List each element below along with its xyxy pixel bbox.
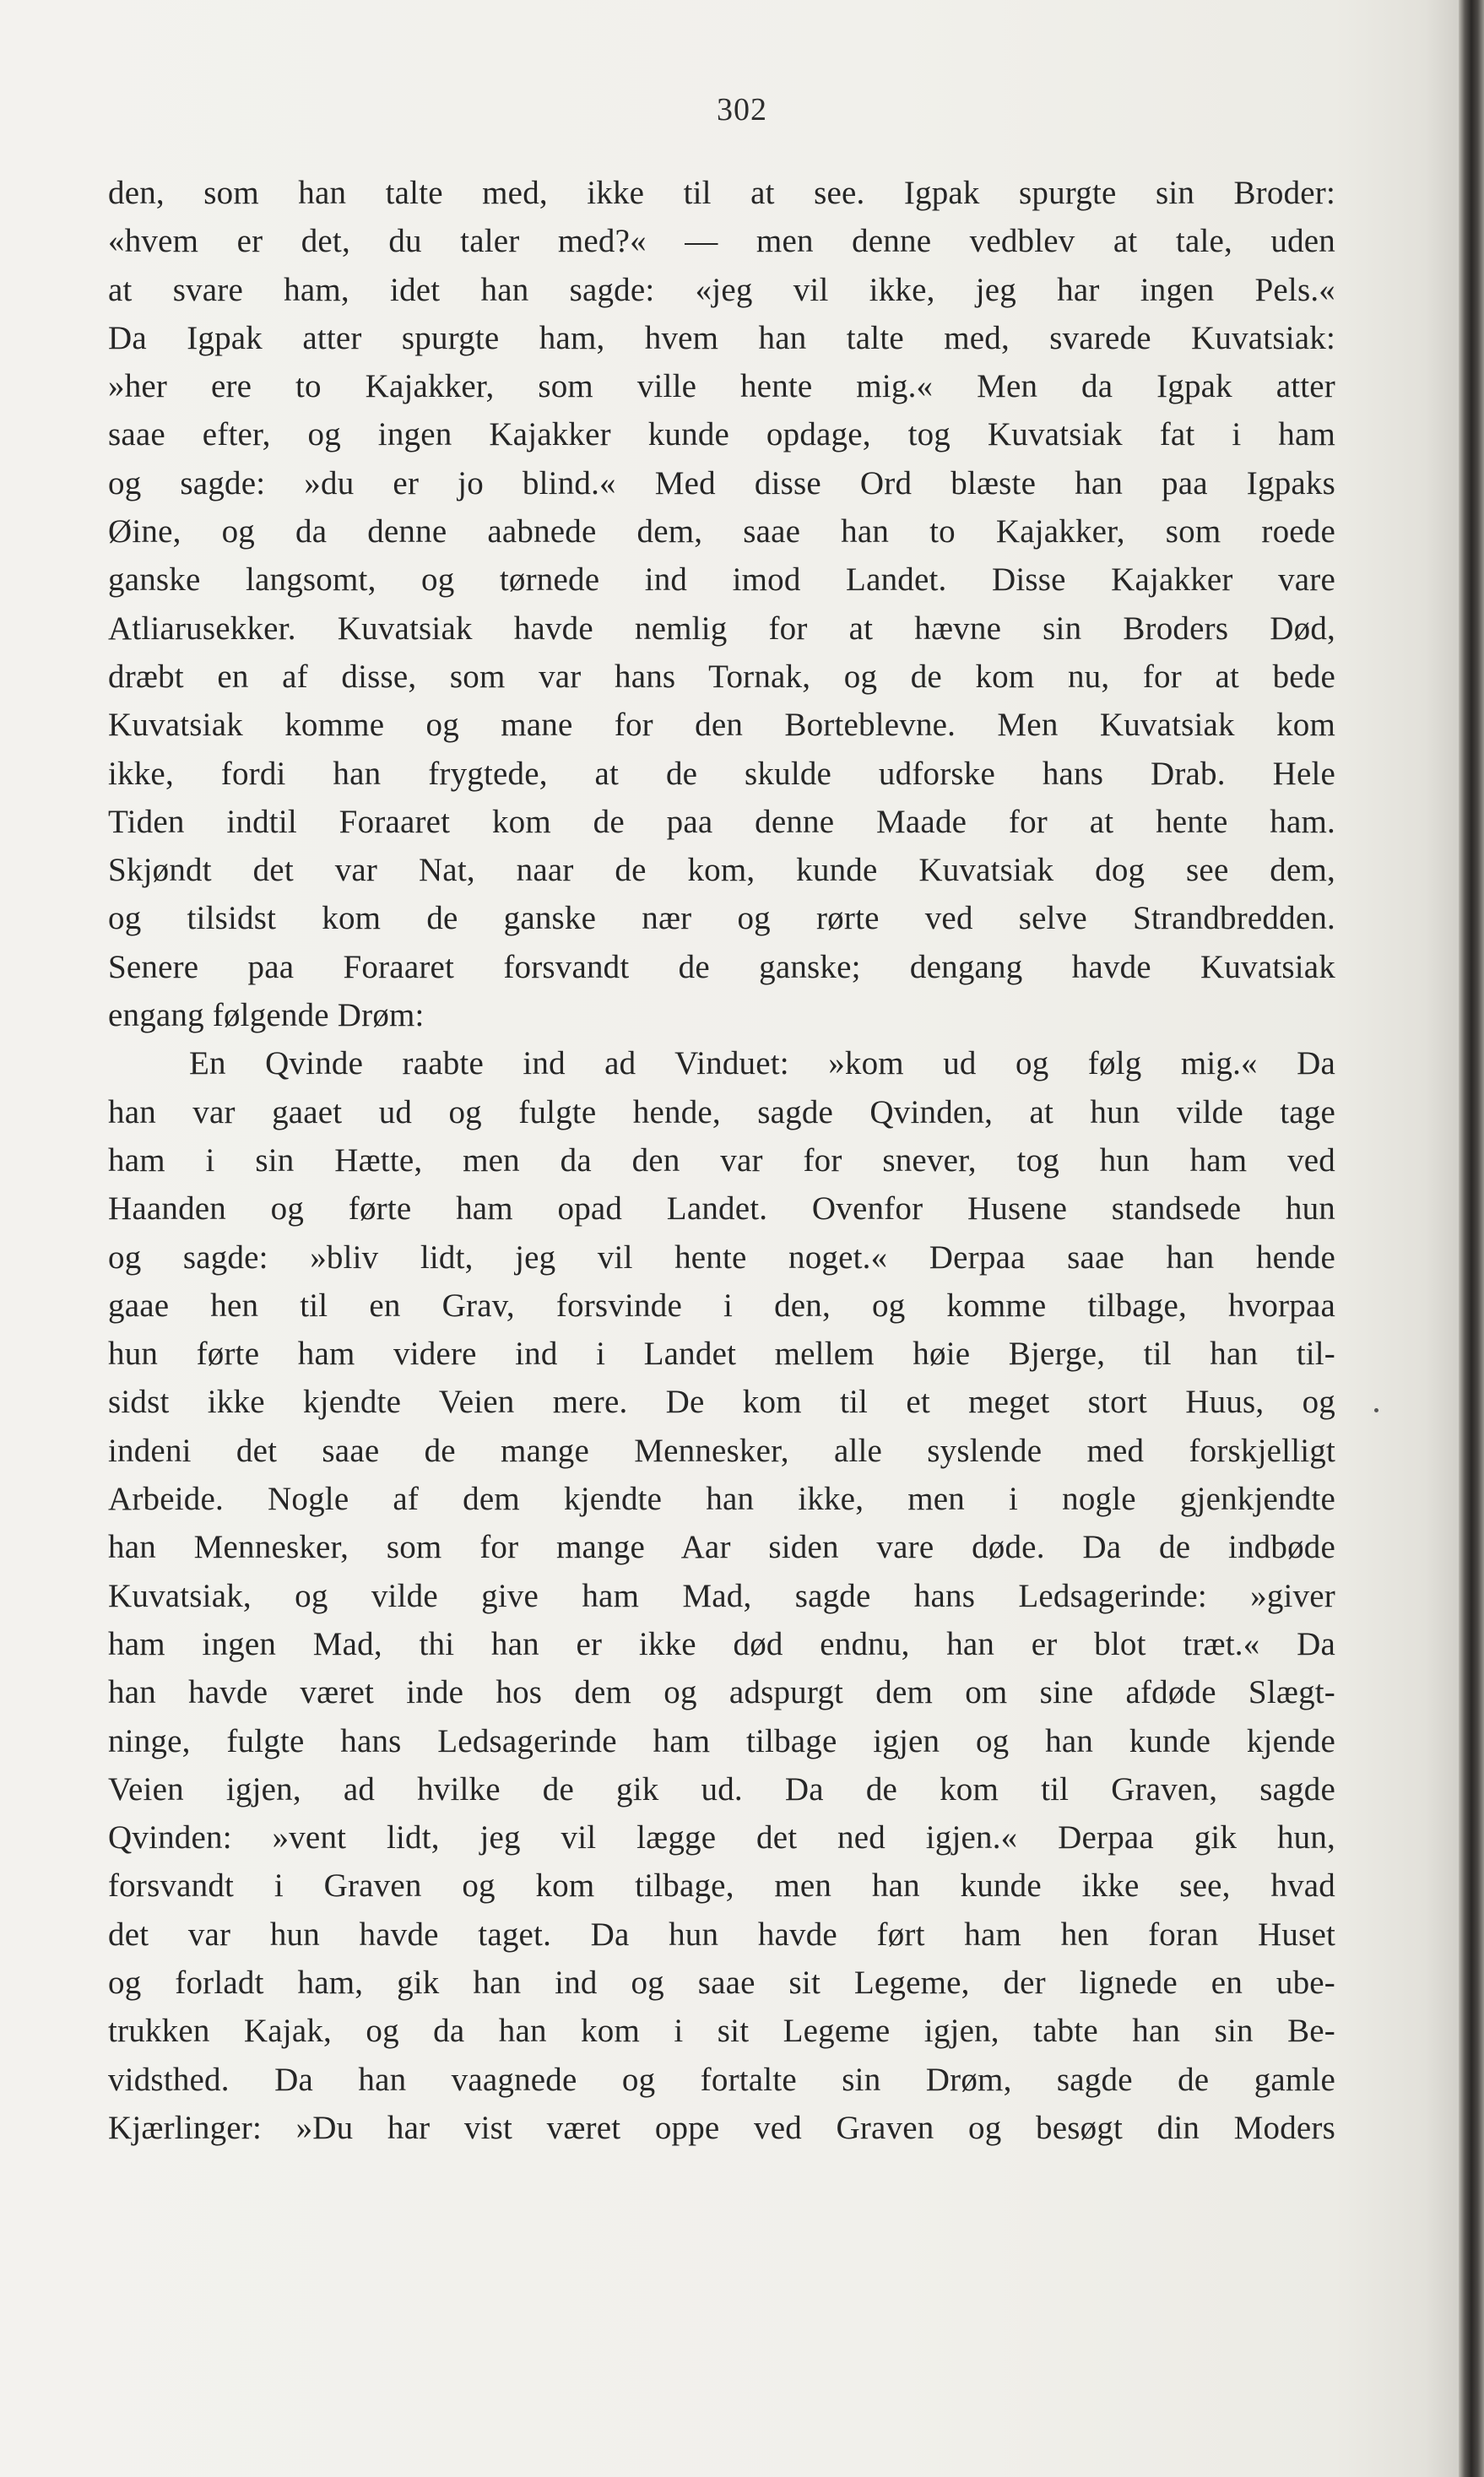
text-line: »her ere to Kajakker, som ville hente mig.« Men da Igpak atter: [108, 368, 1335, 405]
text-line-paragraph-start: En Qvinde raabte ind ad Vinduet: »kom ud og følg mig.« Da: [189, 1045, 1335, 1082]
text-line: Veien igjen, ad hvilke de gik ud. Da de kom til Graven, sagde: [108, 1770, 1335, 1808]
binding-edge: [1459, 0, 1484, 2477]
text-line: ganske langsomt, og tørnede ind imod Landet. Disse Kajakker vare: [108, 561, 1335, 599]
text-line: forsvandt i Graven og kom tilbage, men han kunde ikke see, hvad: [108, 1867, 1335, 1905]
text-line: vidsthed. Da han vaagnede og fortalte sin Drøm, sagde de gamle: [108, 2061, 1335, 2098]
page-number: 302: [717, 92, 767, 127]
text-line: Skjøndt det var Nat, naar de kom, kunde Kuvatsiak dog see dem,: [108, 852, 1335, 889]
text-line: og sagde: »bliv lidt, jeg vil hente noget.« Derpaa saae han hende: [108, 1238, 1335, 1276]
text-line: dræbt en af disse, som var hans Tornak, og de kom nu, for at bede: [108, 658, 1335, 695]
text-line: hun førte ham videre ind i Landet mellem høie Bjerge, til han til-: [108, 1336, 1335, 1373]
text-line: Kuvatsiak komme og mane for den Borteblevne. Men Kuvatsiak kom: [108, 707, 1335, 744]
text-line: han Mennesker, som for mange Aar siden vare døde. Da de indbøde: [108, 1529, 1335, 1566]
text-line: han havde været inde hos dem og adspurgt dem om sine afdøde Slægt-: [108, 1674, 1335, 1711]
text-line: at svare ham, idet han sagde: «jeg vil ikke, jeg har ingen Pels.«: [108, 271, 1335, 308]
text-line: og tilsidst kom de ganske nær og rørte ved selve Strandbredden.: [108, 900, 1335, 937]
text-line: sidst ikke kjendte Veien mere. De kom til et meget stort Huus, og: [108, 1384, 1335, 1421]
text-line: den, som han talte med, ikke til at see. Igpak spurgte sin Broder:: [108, 175, 1335, 211]
print-speck: [1374, 1408, 1378, 1412]
text-line: ham i sin Hætte, men da den var for snever, tog hun ham ved: [108, 1141, 1335, 1179]
text-line: «hvem er det, du taler med?« — men denne vedblev at tale, uden: [108, 223, 1335, 260]
text-line: Tiden indtil Foraaret kom de paa denne Maade for at hente ham.: [108, 803, 1335, 840]
text-line: og forladt ham, gik han ind og saae sit Legeme, der lignede en ube-: [108, 1964, 1335, 2001]
text-line: og sagde: »du er jo blind.« Med disse Ord blæste han paa Igpaks: [108, 464, 1335, 501]
text-line: gaae hen til en Grav, forsvinde i den, og komme tilbage, hvorpaa: [108, 1287, 1335, 1324]
text-line: Qvinden: »vent lidt, jeg vil lægge det ned igjen.« Derpaa gik hun,: [108, 1819, 1335, 1856]
text-line: han var gaaet ud og fulgte hende, sagde Qvinden, at hun vilde tage: [108, 1093, 1335, 1130]
text-line: saae efter, og ingen Kajakker kunde opdage, tog Kuvatsiak fat i ham: [108, 416, 1335, 453]
text-line: ikke, fordi han frygtede, at de skulde udforske hans Drab. Hele: [108, 755, 1335, 792]
text-line: Øine, og da denne aabnede dem, saae han to Kajakker, som roede: [108, 513, 1335, 550]
text-line: Da Igpak atter spurgte ham, hvem han talte med, svarede Kuvatsiak:: [108, 319, 1335, 356]
text-line: Haanden og førte ham opad Landet. Ovenfor Husene standsede hun: [108, 1190, 1335, 1228]
text-line: indeni det saae de mange Mennesker, alle syslende med forskjelligt: [108, 1432, 1335, 1469]
text-line: Senere paa Foraaret forsvandt de ganske; dengang havde Kuvatsiak: [108, 948, 1335, 985]
text-line: det var hun havde taget. Da hun havde ført ham hen foran Huset: [108, 1916, 1335, 1953]
text-line: Kuvatsiak, og vilde give ham Mad, sagde hans Ledsagerinde: »giver: [108, 1577, 1335, 1614]
text-line: trukken Kajak, og da han kom i sit Legeme igjen, tabte han sin Be-: [108, 2013, 1335, 2050]
text-line: Atliarusekker. Kuvatsiak havde nemlig for at hævne sin Broders Død,: [108, 610, 1335, 647]
text-line: Kjærlinger: »Du har vist været oppe ved Graven og besøgt din Moders: [108, 2109, 1335, 2146]
text-line: ham ingen Mad, thi han er ikke død endnu, han er blot træt.« Da: [108, 1625, 1335, 1662]
text-line: Arbeide. Nogle af dem kjendte han ikke, men i nogle gjenkjendte: [108, 1481, 1335, 1518]
text-line: engang følgende Drøm:: [108, 997, 425, 1034]
page-body-text: [108, 169, 1335, 2152]
page-edge-shadow: [1425, 0, 1459, 2477]
text-line: ninge, fulgte hans Ledsagerinde ham tilbage igjen og han kunde kjende: [108, 1722, 1335, 1759]
